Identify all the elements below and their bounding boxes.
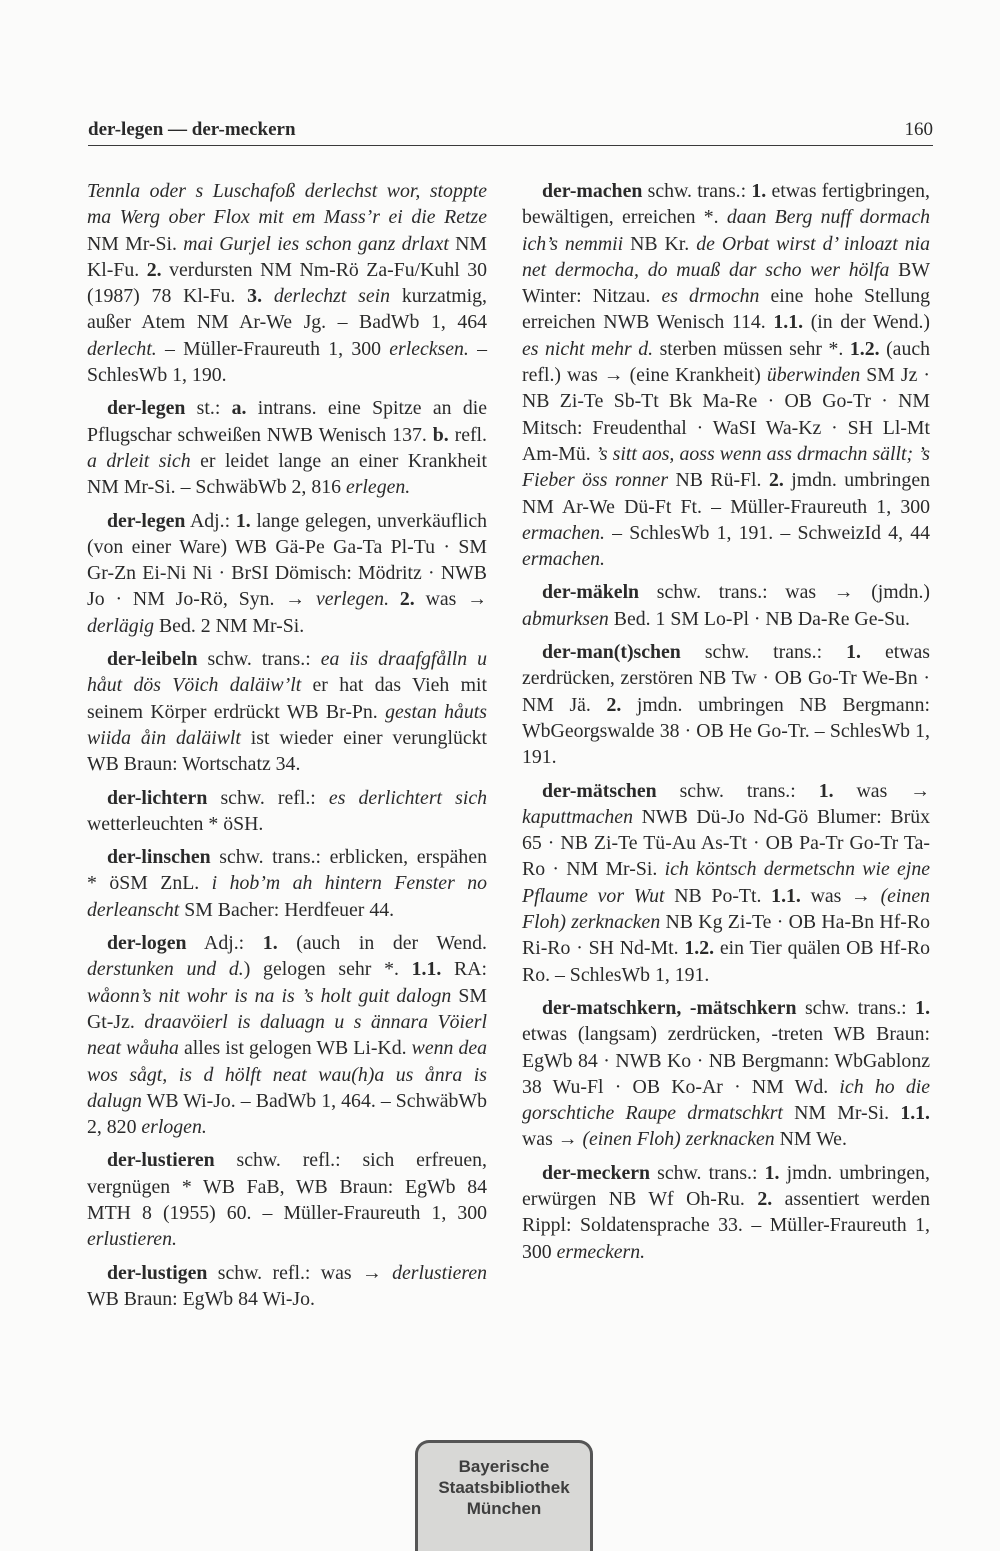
entry-der-lichtern: der-lichtern schw. refl.: es derlichtert sich wetterleuchten * öSH. xyxy=(87,786,488,835)
entry-continuation: Tennla oder s Luschafoß derlechst wor, stoppte ma Werg ober Flox mit em Mass’r ei die Retze NM Mr-Si. mai Gurjel ies schon ganz drlaxt NM Kl-Fu. 2. verdursten NM Nm-Rö Za-Fu/Kuhl 30 (1987) 78 Kl-Fu. 3. derlechzt sein kurzatmig, außer Atem NM Ar-We Jg. – BadWb 1, 464 derlecht. – Müller-Fraureuth 1, 300 erlecksen. – SchlesWb 1, 190. xyxy=(87,180,488,387)
right-column xyxy=(522,178,930,1272)
left-column xyxy=(87,178,487,1319)
entry-der-lustieren: der-lustieren schw. refl.: sich erfreuen, vergnügen * WB FaB, WB Braun: EgWb 84 MTH 8 (1955) 60. – Müller-Fraureuth 1, 300 erlustieren. xyxy=(87,1149,487,1251)
entry-der-matschkern: der-matschkern, -mätschkern schw. trans.: 1. etwas (langsam) zerdrücken, -treten WB Braun: EgWb 84 · NWB Ko · NB Bergmann: WbGablonz 38 Wu-Fl · OB Ko-Ar · NM Wd. ich ho die gorschtiche Raupe drmatschkrt NM Mr-Si. 1.1. was → (einen Floh) zerknacken NM We. xyxy=(522,996,931,1151)
header-headword-range: der-legen — der-meckern xyxy=(88,119,296,140)
headword: der-linschen xyxy=(107,846,211,869)
running-header xyxy=(88,119,933,146)
entry-der-maetschen: der-mätschen schw. trans.: 1. was → kaputtmachen NWB Dü-Jo Nd-Gö Blumer: Brüx 65 · NB Zi-Te Tü-Au As-Tt · OB Pa-Tr Go-Tr Ta-Ro · NM Mr-Si. ich köntsch dermetschn wie ejne Pflaume vor Wut NB Po-Tt. 1.1. was → (einen Floh) zerknacken NB Kg Zi-Te · OB Ha-Bn Hf-Ro Ri-Ro · SH Nd-Mt. 1.2. ein Tier quälen OB Hf-Ro Ro. – SchlesWb 1, 191. xyxy=(522,779,930,986)
entry-der-mantschen: der-man(t)schen schw. trans.: 1. etwas zerdrücken, zerstören NB Tw · OB Go-Tr We-Bn · NM Jä. 2. jmdn. umbringen NB Bergmann: WbGeorgswalde 38 · OB He Go-Tr. – SchlesWb 1, 191. xyxy=(522,641,930,769)
headword: der-man(t)schen xyxy=(542,641,681,664)
stamp-line-1: Bayerische xyxy=(458,1457,550,1476)
headword: der-logen xyxy=(107,932,187,955)
entry-der-leibeln: der-leibeln schw. trans.: ea iis draafgfålln u håut dös Vöich daläiw’lt er hat das Vieh mit seinem Körper erdrückt WB Br-Pn. gestan håuts wiida åin daläiwlt ist wieder einer verunglückt WB Braun: Wortschatz 34. xyxy=(87,648,488,776)
headword: der-lustieren xyxy=(107,1149,215,1172)
page-number: 160 xyxy=(904,119,933,140)
headword: der-leibeln xyxy=(107,648,198,671)
library-stamp xyxy=(415,1440,593,1551)
headword: der-legen xyxy=(107,509,186,532)
entry-der-lustigen: der-lustigen schw. refl.: was → derlustieren WB Braun: EgWb 84 Wi-Jo. xyxy=(87,1261,487,1310)
entry-der-legen-adj: der-legen Adj.: 1. lange gelegen, unverkäuflich (von einer Ware) WB Gä-Pe Ga-Ta Pl-Tu · SM Gr-Zn Ei-Ni Ni · BrSI Dömisch: Mödritz · NWB Jo · NM Jo-Rö, Syn. → verlegen. 2. was → derlägig Bed. 2 NM Mr-Si. xyxy=(87,509,488,637)
headword: der-legen xyxy=(107,397,186,420)
entry-der-logen: der-logen Adj.: 1. (auch in der Wend. derstunken und d.) gelogen sehr *. 1.1. RA: wåonn’s nit wohr is na is ’s holt guit dalogn SM Gt-Jz. draavöierl is daluagn u s ännara Vöierl neat wåuha alles ist gelogen WB Li-Kd. wenn dea wos sågt, is d hölft neat wau(h)a us ånra is dalugn WB Wi-Jo. – BadWb 1, 464. – SchwäbWb 2, 820 erlogen. xyxy=(87,932,488,1139)
headword: der-mätschen xyxy=(542,779,657,802)
headword: der-lustigen xyxy=(107,1261,208,1284)
stamp-line-3: München xyxy=(466,1499,542,1518)
entry-der-maekeln: der-mäkeln schw. trans.: was → (jmdn.) abmurksen Bed. 1 SM Lo-Pl · NB Da-Re Ge-Su. xyxy=(522,581,930,630)
headword: der-machen xyxy=(542,180,643,202)
headword: der-matschkern, -mätschkern xyxy=(542,996,797,1019)
headword: der-meckern xyxy=(542,1161,651,1184)
headword: der-mäkeln xyxy=(542,581,640,604)
stamp-line-2: Staatsbibliothek xyxy=(438,1478,570,1497)
entry-der-linschen: der-linschen schw. trans.: erblicken, erspähen * öSM ZnL. i hob’m ah hintern Fenster no derleanscht SM Bacher: Herdfeuer 44. xyxy=(87,846,487,921)
entry-der-meckern: der-meckern schw. trans.: 1. jmdn. umbringen, erwürgen NB Wf Oh-Ru. 2. assentiert werden Rippl: Soldatensprache 33. – Müller-Fraureuth 1, 300 ermeckern. xyxy=(522,1161,930,1263)
entry-der-machen: der-machen schw. trans.: 1. etwas fertigbringen, bewältigen, erreichen *. daan Berg nuff dormach ich’s nemmii NB Kr. de Orbat wirst d’ inloazt nia net dermocha, do muaß dar scho wer hölfa BW Winter: Nitzau. es drmochn eine hohe Stellung erreichen NWB Wenisch 114. 1.1. (in der Wend.) es nicht mehr d. sterben müssen sehr *. 1.2. (auch refl.) was → (eine Krankheit) überwinden SM Jz · NB Zi-Te Sb-Tt Bk Ma-Re · OB Go-Tr · NM Mitsch: Freudenthal · WaSI Wa-Kz · SH Ll-Mt Am-Mü. ’s sitt aos, aoss wenn ass drmachn sällt; ’s Fieber öss ronner NB Rü-Fl. 2. jmdn. umbringen NM Ar-We Dü-Ft Ft. – Müller-Fraureuth 1, 300 ermachen. – SchlesWb 1, 191. – SchweizId 4, 44 ermachen. xyxy=(522,180,931,571)
entry-der-legen-verb: der-legen st.: a. intrans. eine Spitze an die Pflugschar schweißen NWB Wenisch 137. b. refl. a drleit sich er leidet lange an einer Krankheit NM Mr-Si. – SchwäbWb 2, 816 erlegen. xyxy=(87,397,488,499)
headword: der-lichtern xyxy=(107,786,208,809)
